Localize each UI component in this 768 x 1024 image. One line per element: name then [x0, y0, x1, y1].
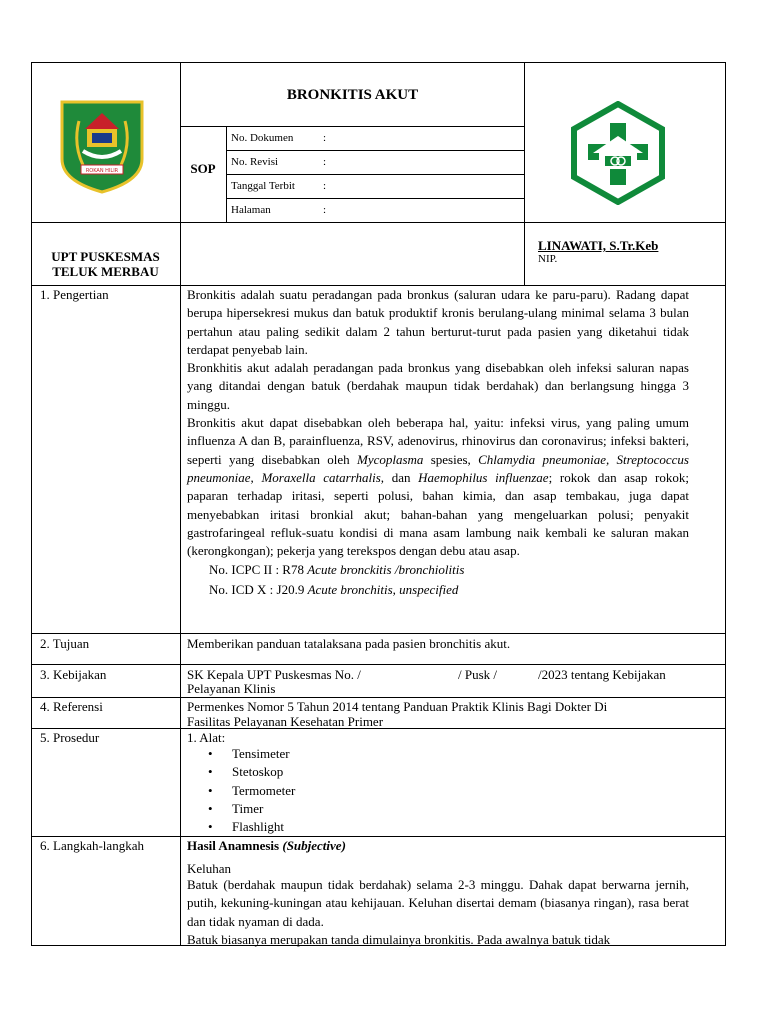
- doc-row-line-1: [226, 150, 525, 151]
- keluhan-paragraph-1: Batuk (berdahak maupun tidak berdahak) selama 2-3 minggu. Dahak dapat berwarna jernih, putih, kekuning-kuningan atau kehijauan. Keluhan disertai demam (biasanya ringan), rasa berat dan tidak nyaman di dada.: [187, 877, 689, 929]
- kebijakan-line-1b: / Pusk /: [458, 667, 498, 682]
- section-label-pengertian: 1. Pengertian: [40, 287, 109, 302]
- kebijakan-line-1c: /2023 tentang Kebijakan: [538, 667, 666, 682]
- tool-list: [187, 745, 487, 836]
- table-border-top: [31, 62, 726, 63]
- puskesmas-logo: [571, 101, 665, 205]
- section-label-referensi: 4. Referensi: [40, 699, 103, 714]
- doc-field-label-halaman: Halaman: [231, 204, 271, 216]
- signer-name: LINAWATI, S.Tr.Keb: [538, 238, 659, 253]
- kebijakan-line-2: Pelayanan Klinis: [187, 681, 276, 696]
- pengertian-paragraph-2: Bronkhitis akut adalah peradangan pada bronkus yang disebabkan oleh infeksi saluran napas yang ditandai dengan batuk (berdahak maupun tidak berdahak) dan berlangsung hingga 3 minggu.: [187, 360, 689, 412]
- referensi-line-2: Fasilitas Pelayanan Kesehatan Primer: [187, 714, 384, 729]
- kebijakan-line-1a: SK Kepala UPT Puskesmas No. /: [187, 667, 361, 682]
- list-item: • Timer: [187, 800, 487, 818]
- keluhan-paragraph-2: Batuk biasanya merupakan tanda dimulainya bronkitis. Pada awalnya batuk tidak: [187, 931, 611, 947]
- regional-emblem-logo: [59, 99, 145, 195]
- list-item: • Stetoskop: [187, 763, 487, 781]
- icd-code: No. ICD X : J20.9 Acute bronchitis, unspecified: [209, 581, 459, 597]
- doc-field-label-no-dokumen: No. Dokumen: [231, 132, 294, 144]
- doc-row-line-2: [226, 174, 525, 175]
- doc-field-colon: :: [323, 204, 327, 216]
- sop-label: SOP: [190, 161, 216, 176]
- table-border-left: [31, 62, 32, 946]
- title-bottom-line: [180, 126, 525, 127]
- doc-row-line-3: [226, 198, 525, 199]
- doc-field-label-no-revisi: No. Revisi: [231, 156, 279, 168]
- doc-field-colon: :: [323, 156, 327, 168]
- org-name-line-1: UPT PUSKESMAS: [51, 249, 160, 264]
- list-item: • Flashlight: [187, 818, 487, 836]
- section-label-prosedur: 5. Prosedur: [40, 730, 100, 745]
- table-col-divider: [180, 62, 181, 946]
- doc-field-colon: :: [323, 132, 327, 144]
- alat-label: 1. Alat:: [187, 730, 226, 745]
- list-item: • Tensimeter: [187, 745, 487, 763]
- list-item: • Termometer: [187, 782, 487, 800]
- svg-text:ROKAN HILIR: ROKAN HILIR: [85, 168, 119, 174]
- header-row-line: [31, 222, 726, 223]
- icpc-code: No. ICPC II : R78 Acute bronckitis /bronchiolitis: [209, 562, 465, 578]
- pengertian-paragraph-1: Bronkitis adalah suatu peradangan pada bronkus (saluran udara ke paru-paru). Radang dapat berupa hipersekresi mukus dan batuk produktif kronis berulang-ulang minimal selama 3 bulan pertahun atau paling sedikit dalam 2 tahun berturut-turut pada pasien yang diketahui tidak terdapat penyebab lain.: [187, 287, 689, 357]
- keluhan-body: [187, 876, 689, 949]
- pengertian-body: [187, 286, 689, 599]
- row-line-kebijakan: [31, 664, 726, 665]
- org-name-line-2: TELUK MERBAU: [52, 264, 159, 279]
- anamnesis-heading: Hasil Anamnesis (Subjective): [187, 838, 346, 853]
- pengertian-paragraph-3: Bronkitis akut dapat disebabkan oleh beberapa hal, yaitu: infeksi virus, yang paling umum influenza A dan B, parainfluenza, RSV, adenovirus, rhinovirus dan coronavirus; infeksi bakteri, seperti yang disebabkan oleh Mycoplasma spesies, Chlamydia pneumoniae, Streptococcus pneumoniae, Moraxella catarrhalis, dan Haemophilus influenzae; rokok dan asap rokok; paparan terhadap iritasi, seperti polusi, bahan kimia, dan asap tembakau, juga dapat menyebabkan iritasi bronkial akut; bahan-bahan yang mengeluarkan polusi; penyakit gastrofaringeal refluk-suatu kondisi di mana asam lambung naik kembali ke saluran makan (kerongkongan); pekerja yang terekspos dengan debu atau asap.: [187, 415, 689, 559]
- row-line-tujuan: [31, 633, 726, 634]
- table-border-right: [725, 62, 726, 946]
- doc-field-label-tanggal-terbit: Tanggal Terbit: [231, 180, 295, 192]
- referensi-line-1: Permenkes Nomor 5 Tahun 2014 tentang Panduan Praktik Klinis Bagi Dokter Di: [187, 699, 608, 714]
- doc-field-colon: :: [323, 180, 327, 192]
- tujuan-text: Memberikan panduan tatalaksana pada pasien bronchitis akut.: [187, 636, 511, 651]
- section-label-tujuan: 2. Tujuan: [40, 636, 90, 651]
- section-label-langkah: 6. Langkah-langkah: [40, 838, 144, 853]
- document-title: BRONKITIS AKUT: [286, 87, 419, 103]
- keluhan-label: Keluhan: [187, 861, 232, 876]
- section-label-kebijakan: 3. Kebijakan: [40, 667, 107, 682]
- signer-nip: NIP.: [538, 253, 558, 265]
